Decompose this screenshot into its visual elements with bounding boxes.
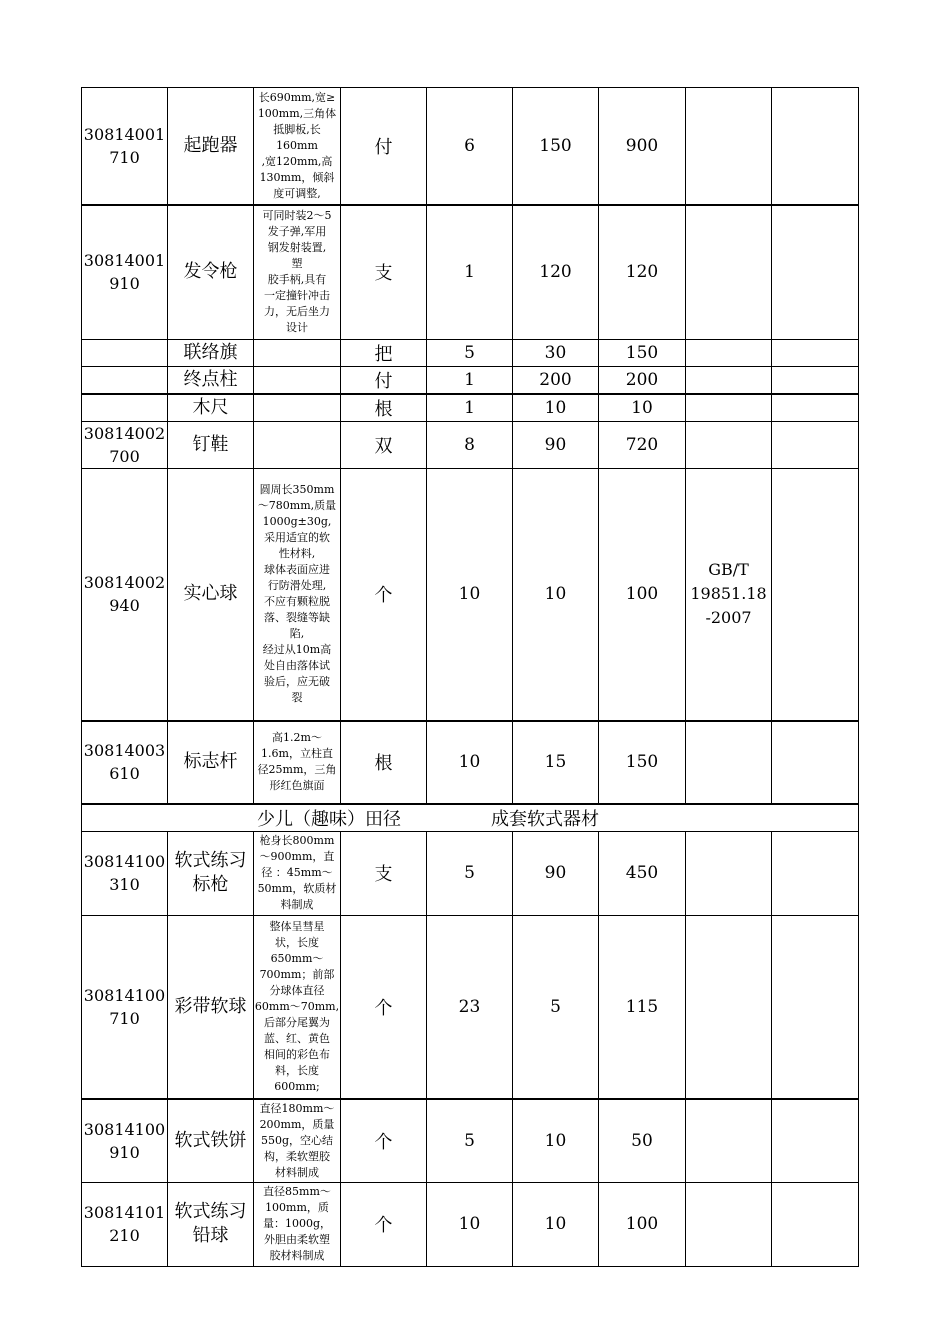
table-row bbox=[82, 469, 859, 721]
total-text: 150 bbox=[625, 752, 659, 772]
total-cell bbox=[599, 367, 686, 395]
spec-cell bbox=[254, 340, 341, 367]
item-name-cell bbox=[168, 721, 254, 804]
remark-cell bbox=[772, 340, 859, 367]
item-code-cell bbox=[82, 831, 168, 915]
standard-cell bbox=[686, 1182, 772, 1266]
standard-text: GB/T 19851.18 -2007 bbox=[690, 560, 767, 628]
unit-price-text: 200 bbox=[539, 370, 572, 390]
unit-cell bbox=[341, 394, 427, 422]
unit-cell bbox=[341, 831, 427, 915]
item-name-text: 彩带软球 bbox=[174, 995, 247, 1017]
spec-cell bbox=[254, 1182, 341, 1266]
item-code-cell bbox=[82, 205, 168, 340]
standard-cell bbox=[686, 831, 772, 915]
spec-cell bbox=[254, 831, 341, 915]
unit-price-cell bbox=[513, 831, 599, 915]
spec-text: 枪身长800mm ～900mm，直 径 ：45mm～ 50mm，软质材 料制成 bbox=[257, 834, 337, 911]
item-name-cell bbox=[168, 469, 254, 721]
unit-price-text: 10 bbox=[544, 1214, 567, 1234]
unit-price-text: 120 bbox=[539, 262, 572, 283]
quantity-text: 5 bbox=[464, 1130, 475, 1151]
table-row bbox=[82, 422, 859, 469]
item-code-cell bbox=[82, 721, 168, 804]
item-name-cell bbox=[168, 367, 254, 395]
unit-text: 根 bbox=[374, 753, 393, 774]
quantity-cell bbox=[427, 394, 513, 422]
table-row bbox=[82, 88, 859, 205]
item-name-text: 标志杆 bbox=[183, 751, 238, 772]
standard-cell bbox=[686, 88, 772, 205]
total-cell bbox=[599, 205, 686, 340]
quantity-text: 10 bbox=[458, 1214, 481, 1234]
remark-cell bbox=[772, 831, 859, 915]
total-cell bbox=[599, 1099, 686, 1182]
total-cell bbox=[599, 831, 686, 915]
unit-text: 个 bbox=[374, 585, 393, 607]
quantity-text: 23 bbox=[458, 996, 481, 1017]
unit-price-cell bbox=[513, 340, 599, 367]
quantity-text: 1 bbox=[464, 262, 475, 283]
item-name-text: 软式练习 铅球 bbox=[174, 1201, 247, 1246]
total-text: 115 bbox=[625, 996, 659, 1017]
unit-text: 支 bbox=[374, 263, 393, 285]
unit-price-cell bbox=[513, 394, 599, 422]
item-code-cell bbox=[82, 422, 168, 469]
unit-cell bbox=[341, 422, 427, 469]
item-name-text: 起跑器 bbox=[183, 134, 238, 156]
remark-cell bbox=[772, 721, 859, 804]
table-row bbox=[82, 915, 859, 1099]
total-text: 100 bbox=[625, 1214, 659, 1234]
quantity-cell bbox=[427, 1099, 513, 1182]
spec-cell bbox=[254, 469, 341, 721]
spec-text: 直径85mm～ 100mm，质 量：1000g， 外胆由柔软塑 胶材料制成 bbox=[262, 1185, 332, 1262]
table-row bbox=[82, 205, 859, 340]
item-code-cell bbox=[82, 394, 168, 422]
quantity-cell bbox=[427, 1182, 513, 1266]
unit-price-text: 10 bbox=[544, 584, 567, 605]
table-row bbox=[82, 340, 859, 367]
unit-price-cell bbox=[513, 205, 599, 340]
item-name-cell bbox=[168, 205, 254, 340]
item-code-text: 30814100 910 bbox=[83, 1119, 166, 1162]
unit-price-text: 30 bbox=[544, 343, 567, 363]
quantity-cell bbox=[427, 205, 513, 340]
total-cell bbox=[599, 469, 686, 721]
total-text: 120 bbox=[625, 262, 659, 283]
unit-cell bbox=[341, 1099, 427, 1182]
remark-cell bbox=[772, 1099, 859, 1182]
total-cell bbox=[599, 1182, 686, 1266]
equipment-table bbox=[81, 87, 859, 1267]
unit-text: 支 bbox=[374, 864, 393, 885]
quantity-cell bbox=[427, 469, 513, 721]
item-code-cell bbox=[82, 88, 168, 205]
quantity-text: 6 bbox=[464, 135, 475, 156]
total-text: 450 bbox=[625, 863, 659, 883]
unit-price-text: 10 bbox=[544, 1130, 567, 1151]
quantity-text: 10 bbox=[458, 584, 481, 605]
remark-cell bbox=[772, 915, 859, 1099]
spec-text: 圆周长350mm ～780mm,质量 1000g±30g, 采用适宜的软 性材料, 球体表面应进 行防滑处理, 不应有颗粒脱 落、裂缝等缺 陷, 经过从10m高 处自由落体试 验后，应无破 裂 bbox=[257, 483, 337, 705]
unit-text: 根 bbox=[374, 399, 393, 420]
unit-price-text: 90 bbox=[544, 435, 567, 455]
item-name-cell bbox=[168, 915, 254, 1099]
item-name-cell bbox=[168, 831, 254, 915]
quantity-text: 1 bbox=[464, 398, 475, 418]
unit-cell bbox=[341, 1182, 427, 1266]
unit-cell bbox=[341, 340, 427, 367]
standard-cell bbox=[686, 394, 772, 422]
item-code-cell bbox=[82, 915, 168, 1099]
spec-cell bbox=[254, 88, 341, 205]
item-name-text: 实心球 bbox=[183, 583, 238, 605]
unit-cell bbox=[341, 469, 427, 721]
unit-price-text: 10 bbox=[544, 398, 567, 418]
unit-text: 付 bbox=[374, 371, 393, 392]
item-name-cell bbox=[168, 340, 254, 367]
table-body bbox=[82, 88, 859, 1267]
item-code-cell bbox=[82, 367, 168, 395]
quantity-text: 1 bbox=[464, 370, 475, 390]
remark-cell bbox=[772, 1182, 859, 1266]
spec-text: 高1.2m～ 1.6m，立柱直 径25mm，三角 形红色旗面 bbox=[257, 731, 337, 792]
unit-cell bbox=[341, 915, 427, 1099]
item-name-cell bbox=[168, 88, 254, 205]
spec-cell bbox=[254, 1099, 341, 1182]
spec-cell bbox=[254, 721, 341, 804]
remark-cell bbox=[772, 88, 859, 205]
total-text: 50 bbox=[631, 1130, 653, 1151]
standard-cell bbox=[686, 340, 772, 367]
standard-cell bbox=[686, 1099, 772, 1182]
quantity-cell bbox=[427, 340, 513, 367]
unit-price-cell bbox=[513, 469, 599, 721]
item-code-cell bbox=[82, 340, 168, 367]
total-text: 900 bbox=[625, 135, 659, 156]
remark-cell bbox=[772, 367, 859, 395]
item-name-text: 软式练习 标枪 bbox=[174, 850, 247, 895]
standard-cell bbox=[686, 721, 772, 804]
section-title-part1: 少儿（趣味）田径 bbox=[257, 808, 401, 830]
unit-cell bbox=[341, 205, 427, 340]
item-name-cell bbox=[168, 1099, 254, 1182]
remark-cell bbox=[772, 205, 859, 340]
spec-text: 整体呈彗星 状，长度 650mm～ 700mm；前部 分球体直径 60mm～70mm, 后部分尾翼为 蓝、红、黄色 相间的彩色布 料，长度 600mm; bbox=[254, 919, 340, 1093]
spec-cell bbox=[254, 394, 341, 422]
spec-cell bbox=[254, 915, 341, 1099]
total-cell bbox=[599, 394, 686, 422]
item-name-cell bbox=[168, 422, 254, 469]
spec-text: 直径180mm～ 200mm，质量 550g，空心结 构，柔软塑胶 材料制成 bbox=[259, 1101, 335, 1179]
quantity-cell bbox=[427, 367, 513, 395]
unit-price-cell bbox=[513, 1182, 599, 1266]
total-cell bbox=[599, 88, 686, 205]
unit-cell bbox=[341, 88, 427, 205]
unit-price-cell bbox=[513, 88, 599, 205]
unit-price-cell bbox=[513, 422, 599, 469]
table-row bbox=[82, 367, 859, 395]
quantity-cell bbox=[427, 831, 513, 915]
item-code-text: 30814001 710 bbox=[83, 124, 166, 167]
item-name-text: 钉鞋 bbox=[192, 434, 229, 455]
quantity-text: 5 bbox=[464, 863, 475, 883]
total-cell bbox=[599, 721, 686, 804]
unit-cell bbox=[341, 721, 427, 804]
unit-price-cell bbox=[513, 1099, 599, 1182]
unit-text: 个 bbox=[374, 1131, 393, 1153]
item-name-text: 软式铁饼 bbox=[174, 1129, 247, 1151]
table-row bbox=[82, 394, 859, 422]
item-code-cell bbox=[82, 1099, 168, 1182]
quantity-text: 8 bbox=[464, 435, 475, 455]
total-text: 10 bbox=[631, 398, 653, 418]
table-row bbox=[82, 1099, 859, 1182]
remark-cell bbox=[772, 422, 859, 469]
item-name-text: 联络旗 bbox=[183, 342, 238, 363]
table-row bbox=[82, 831, 859, 915]
unit-text: 双 bbox=[374, 436, 393, 457]
unit-text: 付 bbox=[374, 136, 393, 158]
remark-cell bbox=[772, 394, 859, 422]
quantity-cell bbox=[427, 915, 513, 1099]
unit-price-cell bbox=[513, 367, 599, 395]
spec-text: 长690mm,宽≥ 100mm,三角体 抵脚板,长 160mm ,宽120mm,高 130mm，倾斜 度可调整, bbox=[257, 90, 337, 200]
standard-cell bbox=[686, 367, 772, 395]
quantity-text: 5 bbox=[464, 343, 475, 363]
section-row bbox=[82, 804, 859, 832]
item-code-text: 30814002 700 bbox=[83, 424, 166, 466]
item-code-text: 30814003 610 bbox=[83, 741, 166, 783]
spec-cell bbox=[254, 205, 341, 340]
unit-text: 个 bbox=[374, 1215, 393, 1236]
item-code-text: 30814001 910 bbox=[83, 251, 166, 294]
total-cell bbox=[599, 915, 686, 1099]
standard-cell bbox=[686, 205, 772, 340]
standard-cell bbox=[686, 915, 772, 1099]
spec-cell bbox=[254, 367, 341, 395]
unit-price-text: 15 bbox=[544, 752, 567, 772]
unit-text: 个 bbox=[374, 997, 393, 1019]
item-name-text: 终点柱 bbox=[183, 369, 238, 390]
item-name-text: 木尺 bbox=[192, 397, 229, 418]
item-code-text: 30814100 310 bbox=[83, 852, 166, 894]
item-name-text: 发令枪 bbox=[183, 261, 238, 283]
unit-price-cell bbox=[513, 721, 599, 804]
unit-price-cell bbox=[513, 915, 599, 1099]
unit-price-text: 150 bbox=[539, 135, 572, 156]
unit-cell bbox=[341, 367, 427, 395]
total-cell bbox=[599, 340, 686, 367]
section-title-part2: 成套软式器材 bbox=[491, 808, 599, 830]
table-row bbox=[82, 1182, 859, 1266]
item-code-cell bbox=[82, 1182, 168, 1266]
item-name-cell bbox=[168, 1182, 254, 1266]
standard-cell bbox=[686, 422, 772, 469]
spec-text: 可同时装2～5 发子弹,军用 钢发射装置, 塑 胶手柄,具有 一定撞针冲击 力，无后坐力 设计 bbox=[262, 209, 332, 335]
item-name-cell bbox=[168, 394, 254, 422]
quantity-cell bbox=[427, 422, 513, 469]
remark-cell bbox=[772, 469, 859, 721]
quantity-text: 10 bbox=[458, 752, 481, 772]
unit-price-text: 90 bbox=[544, 863, 567, 883]
item-code-text: 30814101 210 bbox=[83, 1203, 166, 1245]
quantity-cell bbox=[427, 88, 513, 205]
item-code-text: 30814100 710 bbox=[83, 985, 166, 1028]
total-text: 100 bbox=[625, 584, 659, 605]
total-text: 720 bbox=[625, 435, 659, 455]
quantity-cell bbox=[427, 721, 513, 804]
standard-cell bbox=[686, 469, 772, 721]
section-header bbox=[82, 804, 859, 832]
unit-price-text: 5 bbox=[550, 996, 561, 1017]
total-text: 200 bbox=[625, 370, 659, 390]
table-row bbox=[82, 721, 859, 804]
unit-text: 把 bbox=[374, 344, 393, 365]
spec-cell bbox=[254, 422, 341, 469]
item-code-text: 30814002 940 bbox=[83, 573, 166, 616]
item-code-cell bbox=[82, 469, 168, 721]
total-text: 150 bbox=[625, 343, 659, 363]
total-cell bbox=[599, 422, 686, 469]
